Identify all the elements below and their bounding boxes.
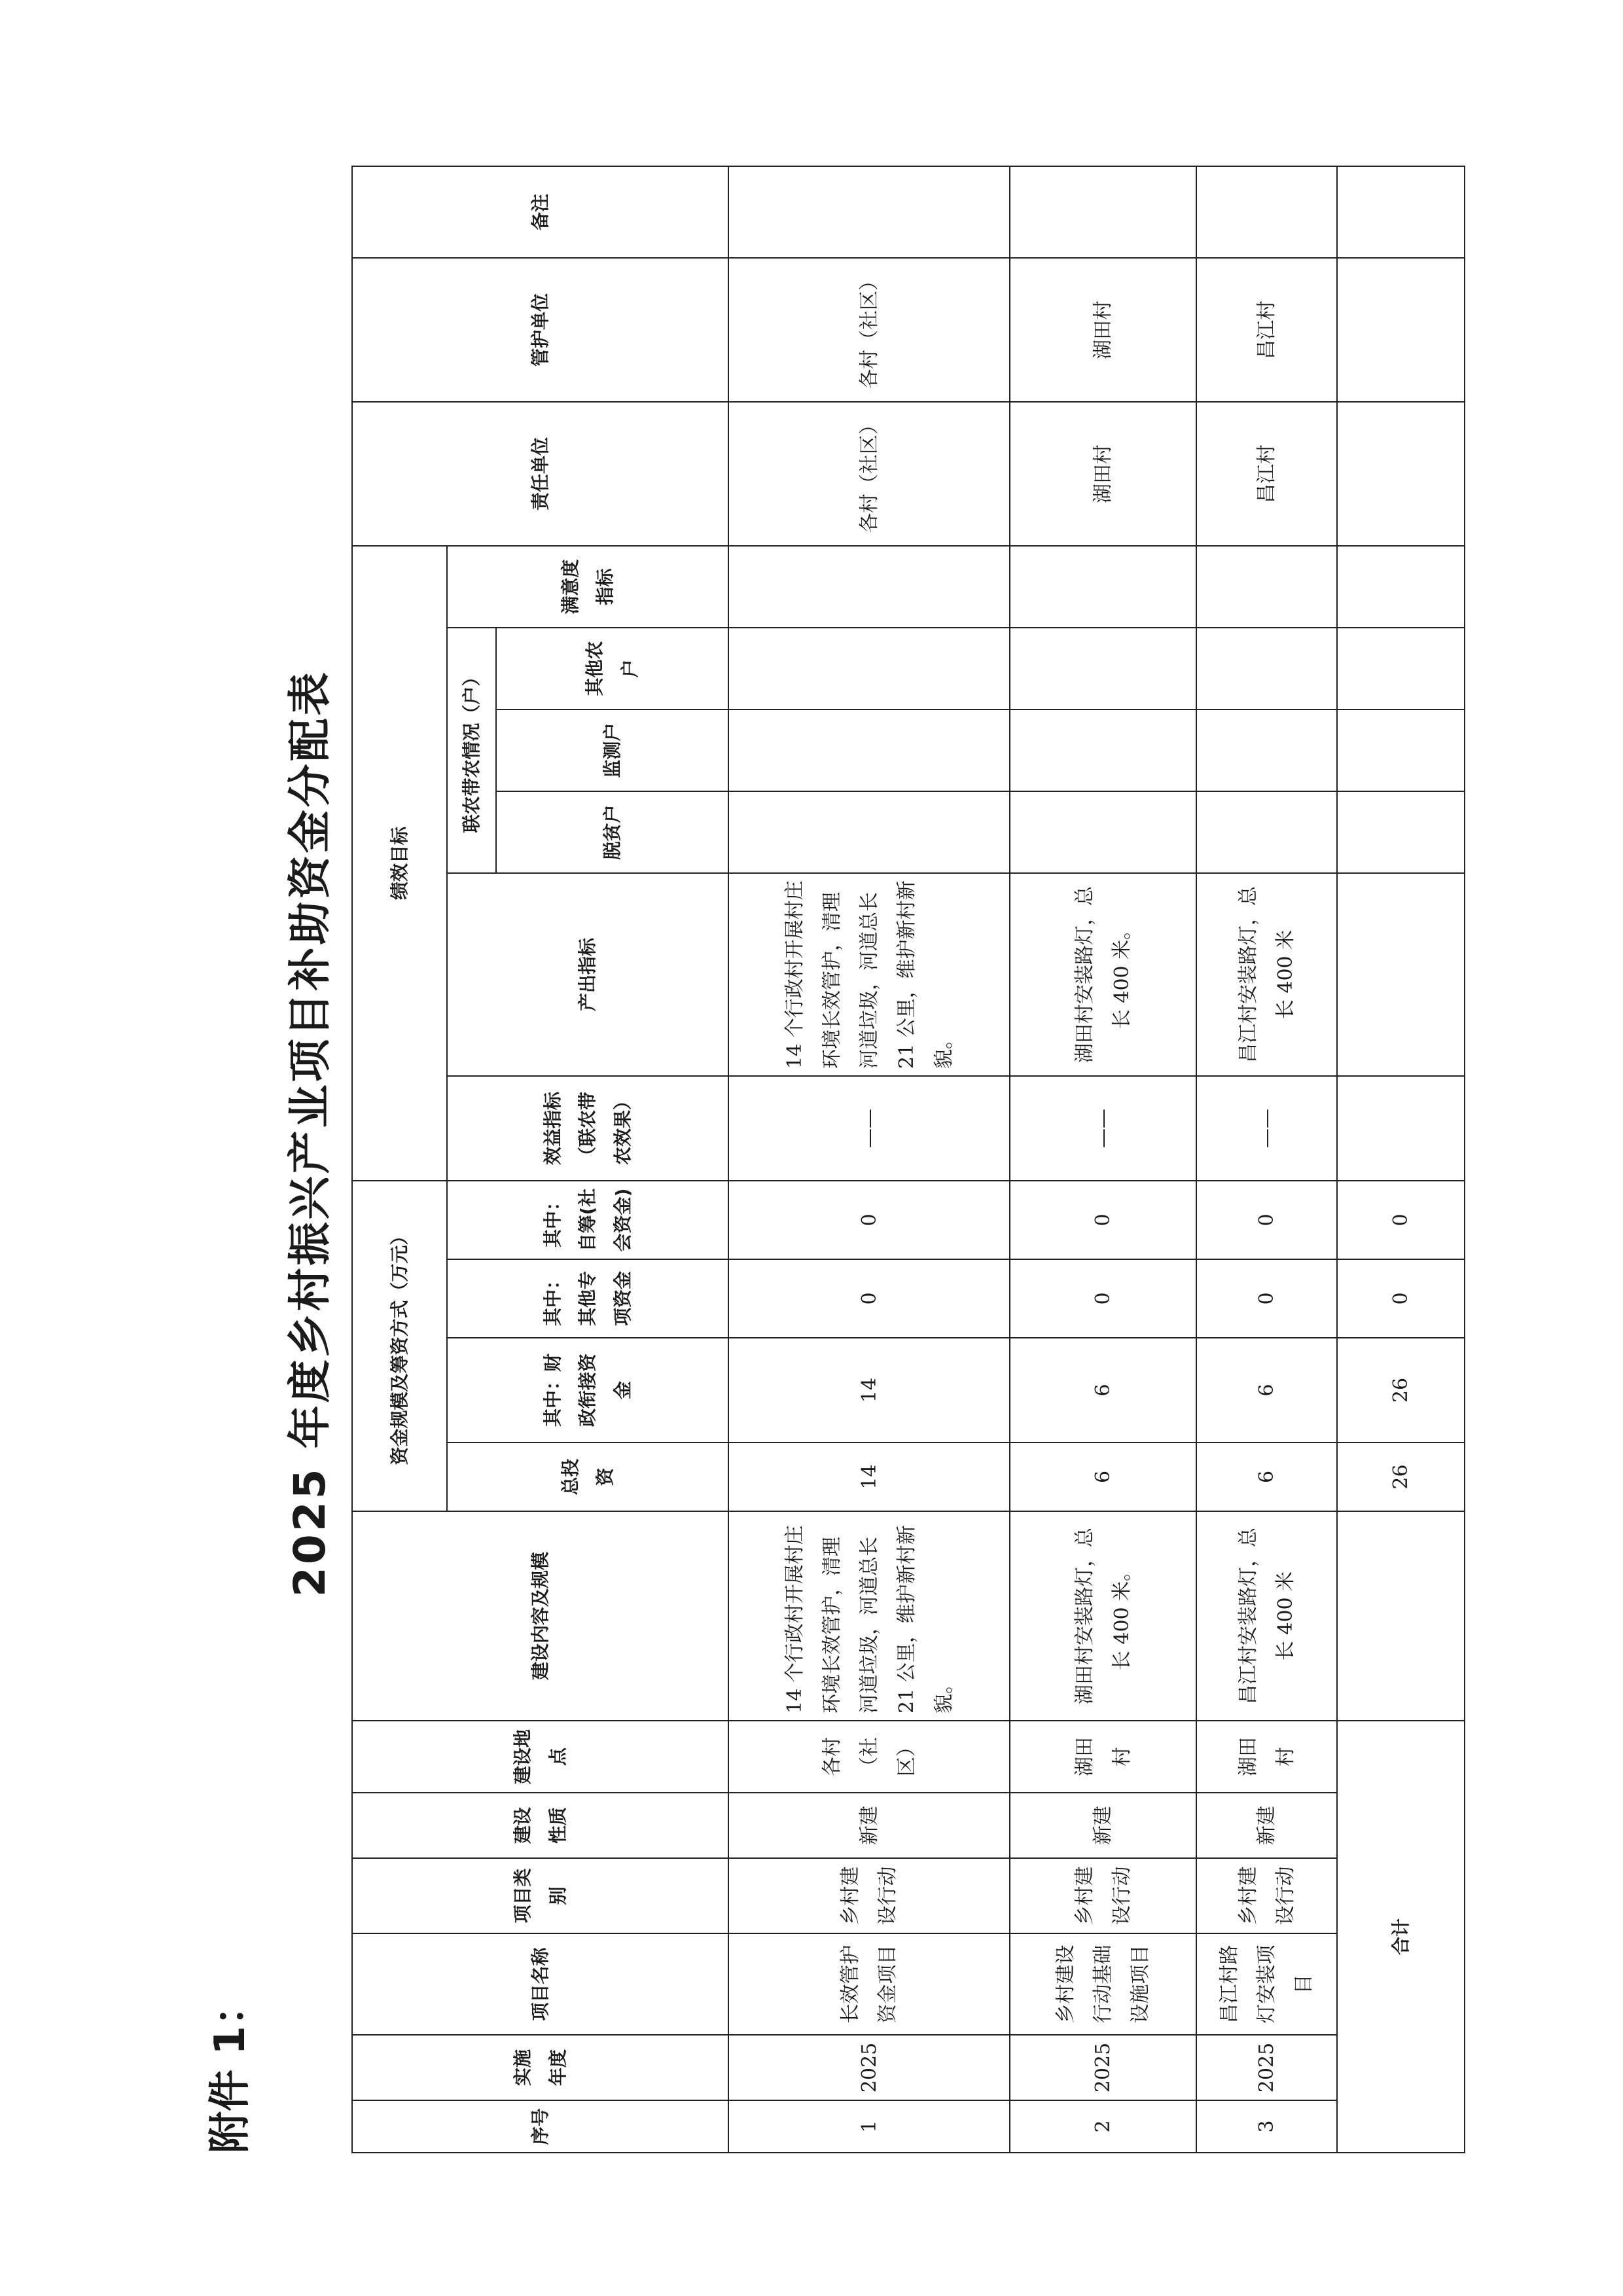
cell-monitor-households [728, 709, 1010, 791]
cell-poor-households [1010, 791, 1196, 873]
cell-benefit: —— [728, 1076, 1010, 1181]
cell-location: 湖田村 [1010, 1721, 1196, 1793]
cell-monitor-households [1196, 709, 1337, 791]
cell-benefit: —— [1196, 1076, 1337, 1181]
cell-year: 2025 [1196, 2035, 1337, 2100]
page-title: 2025 年度乡村振兴产业项目补助资金分配表 [285, 670, 335, 1597]
cell-other-households [728, 628, 1010, 709]
cell-seq: 1 [728, 2100, 1010, 2153]
header-link-group: 联农带农情况（户） [447, 628, 496, 873]
cell-category: 乡村建设行动 [1196, 1858, 1337, 1933]
cell-monitor-households [1010, 709, 1196, 791]
table-row [1010, 166, 1196, 2153]
header-responsible-unit: 责任单位 [352, 402, 728, 546]
header-fiscal: 其中：财政衔接资金 [447, 1338, 728, 1443]
allocation-table-container [351, 190, 1464, 2153]
header-poor-households: 脱贫户 [496, 791, 728, 873]
cell-benefit: —— [1010, 1076, 1196, 1181]
header-self-funds: 其中：自筹(社会资金) [447, 1181, 728, 1259]
header-location: 建设地点 [352, 1721, 728, 1793]
cell-satisfaction [728, 546, 1010, 628]
header-performance-group: 绩效目标 [352, 546, 447, 1181]
totals-empty-cell [1337, 791, 1465, 873]
totals-label: 合计 [1337, 1721, 1465, 2153]
cell-management-unit: 各村（社区） [728, 258, 1010, 402]
cell-responsible-unit: 各村（社区） [728, 402, 1010, 546]
cell-responsible-unit: 昌江村 [1196, 402, 1337, 546]
cell-remark [728, 166, 1010, 258]
cell-other-households [1010, 628, 1196, 709]
header-category: 项目类别 [352, 1858, 728, 1933]
cell-category: 乡村建设行动 [1010, 1858, 1196, 1933]
cell-content: 昌江村安装路灯，总长 400 米 [1196, 1511, 1337, 1721]
header-fund-group: 资金规模及筹资方式（万元） [352, 1181, 447, 1511]
totals-content-empty [1337, 1511, 1465, 1721]
totals-empty-cell [1337, 1076, 1465, 1181]
cell-self-funds: 0 [728, 1181, 1010, 1259]
cell-other-funds: 0 [728, 1259, 1010, 1338]
cell-fiscal: 6 [1196, 1338, 1337, 1443]
header-other-households: 其他农户 [496, 628, 728, 709]
header-total: 总投资 [447, 1443, 728, 1511]
cell-satisfaction [1196, 546, 1337, 628]
totals-self-funds: 0 [1337, 1181, 1465, 1259]
cell-self-funds: 0 [1196, 1181, 1337, 1259]
cell-location: 各村（社区） [728, 1721, 1010, 1793]
cell-fiscal: 6 [1010, 1338, 1196, 1443]
cell-poor-households [1196, 791, 1337, 873]
cell-total: 14 [728, 1443, 1010, 1511]
cell-seq: 3 [1196, 2100, 1337, 2153]
cell-remark [1196, 166, 1337, 258]
header-satisfaction: 满意度指标 [447, 546, 728, 628]
cell-management-unit: 昌江村 [1196, 258, 1337, 402]
cell-location: 湖田村 [1196, 1721, 1337, 1793]
header-management-unit: 管护单位 [352, 258, 728, 402]
cell-other-funds: 0 [1010, 1259, 1196, 1338]
cell-responsible-unit: 湖田村 [1010, 402, 1196, 546]
totals-empty-cell [1337, 628, 1465, 709]
attachment-label: 附件 1： [206, 1984, 255, 2153]
header-seq: 序号 [352, 2100, 728, 2153]
totals-empty-cell [1337, 166, 1465, 258]
header-remark: 备注 [352, 166, 728, 258]
cell-nature: 新建 [1010, 1793, 1196, 1858]
header-name: 项目名称 [352, 1933, 728, 2035]
cell-nature: 新建 [1196, 1793, 1337, 1858]
cell-category: 乡村建设行动 [728, 1858, 1010, 1933]
cell-year: 2025 [728, 2035, 1010, 2100]
table-row [1196, 166, 1337, 2153]
allocation-table [351, 166, 1465, 2153]
cell-year: 2025 [1010, 2035, 1196, 2100]
cell-remark [1010, 166, 1196, 258]
totals-empty-cell [1337, 258, 1465, 402]
cell-other-funds: 0 [1196, 1259, 1337, 1338]
cell-content: 湖田村安装路灯，总长 400 米。 [1010, 1511, 1196, 1721]
totals-empty-cell [1337, 709, 1465, 791]
cell-management-unit: 湖田村 [1010, 258, 1196, 402]
totals-row [1337, 166, 1465, 2153]
cell-name: 长效管护资金项目 [728, 1933, 1010, 2035]
cell-output: 14 个行政村开展村庄环境长效管护，清理河道垃圾，河道总长 21 公里，维护新村新貌。 [728, 873, 1010, 1076]
header-other-funds: 其中：其他专项资金 [447, 1259, 728, 1338]
header-output: 产出指标 [447, 873, 728, 1076]
cell-satisfaction [1010, 546, 1196, 628]
header-year: 实施年度 [352, 2035, 728, 2100]
totals-empty-cell [1337, 546, 1465, 628]
cell-seq: 2 [1010, 2100, 1196, 2153]
totals-empty-cell [1337, 402, 1465, 546]
totals-fiscal: 26 [1337, 1338, 1465, 1443]
cell-total: 6 [1010, 1443, 1196, 1511]
cell-total: 6 [1196, 1443, 1337, 1511]
cell-name: 昌江村路灯安装项目 [1196, 1933, 1337, 2035]
header-monitor-households: 监测户 [496, 709, 728, 791]
cell-other-households [1196, 628, 1337, 709]
header-nature: 建设性质 [352, 1793, 728, 1858]
cell-nature: 新建 [728, 1793, 1010, 1858]
cell-content: 14 个行政村开展村庄环境长效管护，清理河道垃圾，河道总长 21 公里，维护新村新貌。 [728, 1511, 1010, 1721]
cell-poor-households [728, 791, 1010, 873]
header-content: 建设内容及规模 [352, 1511, 728, 1721]
cell-name: 乡村建设行动基础设施项目 [1010, 1933, 1196, 2035]
cell-output: 湖田村安装路灯，总长 400 米。 [1010, 873, 1196, 1076]
cell-self-funds: 0 [1010, 1181, 1196, 1259]
totals-other-funds: 0 [1337, 1259, 1465, 1338]
totals-empty-cell [1337, 873, 1465, 1076]
cell-output: 昌江村安装路灯，总长 400 米 [1196, 873, 1337, 1076]
totals-total: 26 [1337, 1443, 1465, 1511]
table-row [728, 166, 1010, 2153]
header-benefit: 效益指标（联农带农效果） [447, 1076, 728, 1181]
cell-fiscal: 14 [728, 1338, 1010, 1443]
